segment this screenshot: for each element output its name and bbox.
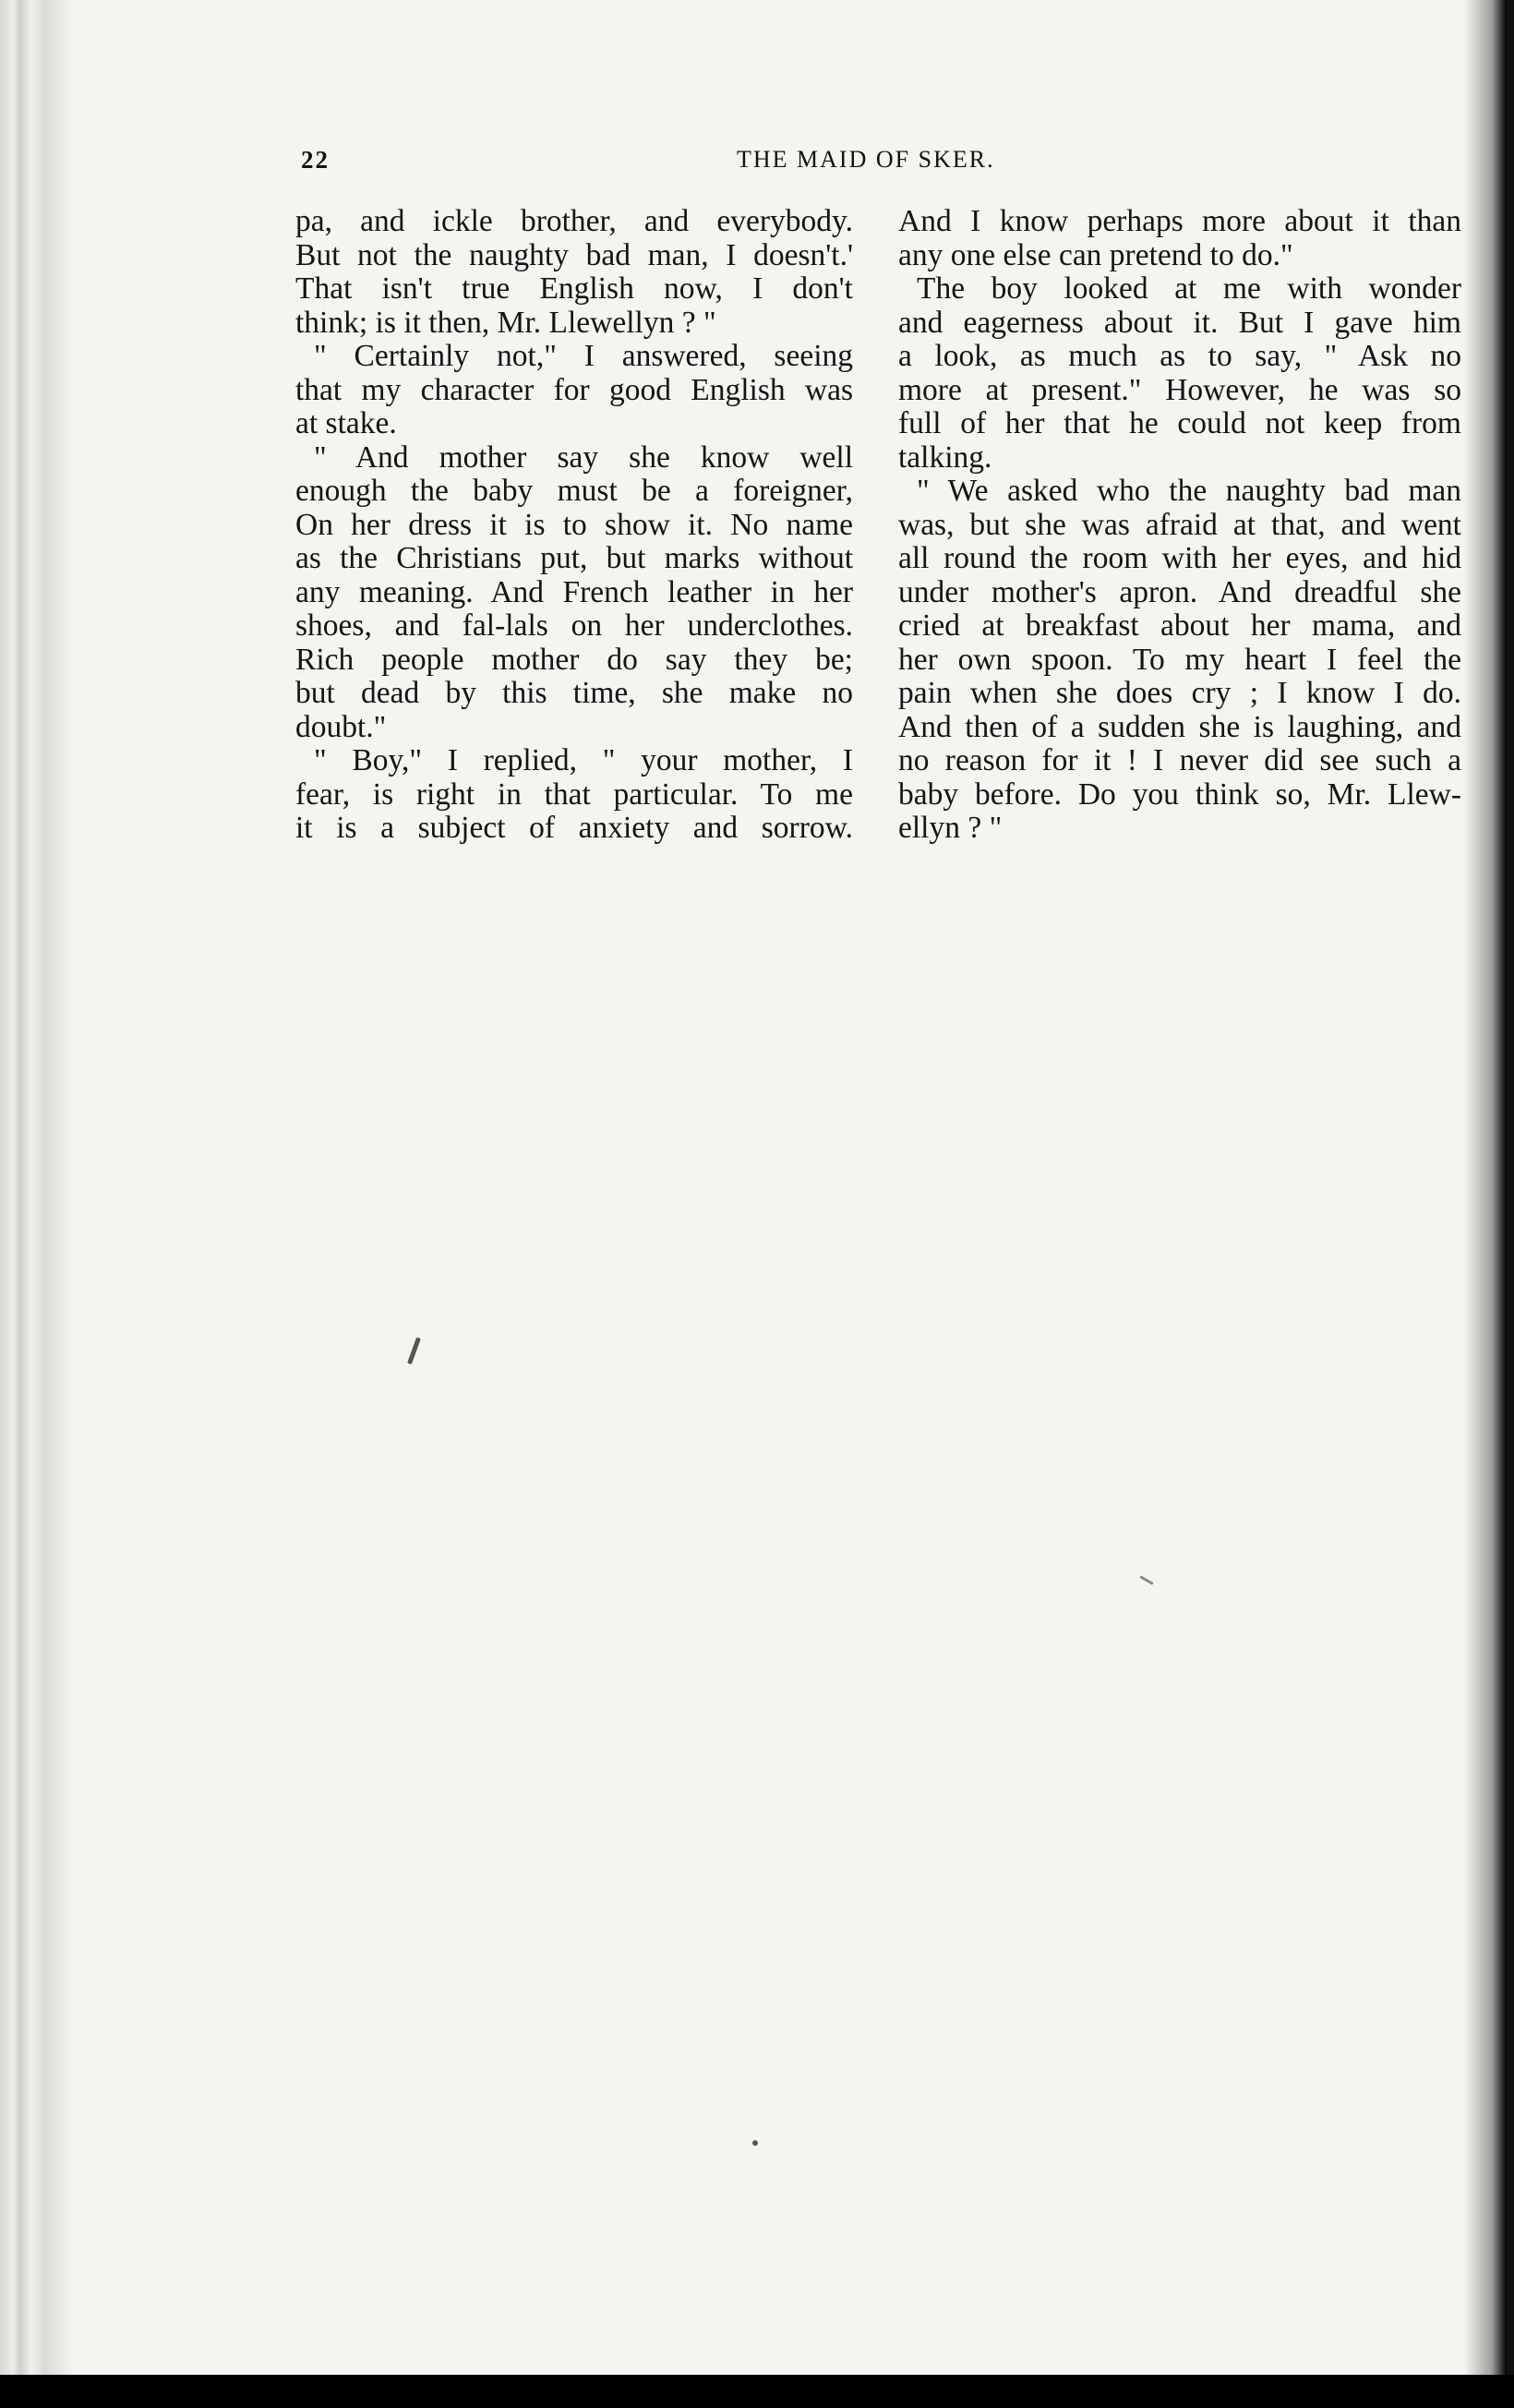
text-line: at stake.: [295, 406, 397, 440]
page-edge-shadow: [0, 0, 74, 2375]
text-line: a look, as much as to say, " Ask no: [898, 339, 1461, 373]
text-line: talking.: [898, 439, 992, 475]
text-line: as the Christians put, but marks without: [295, 541, 853, 575]
text-line: On her dress it is to show it. No name: [295, 507, 853, 542]
right-column: [898, 205, 1461, 846]
text-line: cried at breakfast about her mama, and: [898, 608, 1461, 643]
text-line: But not the naughty bad man, I doesn't.': [295, 237, 853, 272]
text-line: but dead by this time, she make no: [295, 676, 853, 710]
text-line: that my character for good English was: [295, 372, 853, 407]
text-line: any one else can pretend to do.": [898, 237, 1293, 272]
page-header: [301, 146, 1459, 183]
text-line: all round the room with her eyes, and hid: [898, 541, 1461, 575]
text-line: That isn't true English now, I don't: [295, 271, 853, 306]
text-line: " Certainly not," I answered, seeing: [314, 339, 853, 373]
text-line: no reason for it ! I never did see such a: [898, 743, 1461, 777]
text-line: fear, is right in that particular. To me: [295, 777, 853, 812]
text-line: And then of a sudden she is laughing, and: [898, 709, 1461, 744]
text-line: And I know perhaps more about it than: [898, 204, 1461, 238]
text-line: and eagerness about it. But I gave him: [898, 305, 1461, 340]
text-line: pa, and ickle brother, and everybody.: [295, 204, 853, 238]
text-line: think; is it then, Mr. Llewellyn ? ": [295, 305, 716, 340]
text-line: was, but she was afraid at that, and went: [898, 507, 1461, 542]
scan-speck: [752, 2140, 758, 2146]
scan-bottom-border: [0, 2375, 1514, 2408]
left-column: [295, 205, 853, 846]
text-line: doubt.": [295, 709, 387, 744]
text-line: ellyn ? ": [898, 811, 1003, 845]
running-title: THE MAID OF SKER.: [737, 146, 995, 173]
text-line: " Boy," I replied, " your mother, I: [314, 743, 853, 777]
text-line: " We asked who the naughty bad man: [917, 474, 1461, 508]
text-line: shoes, and fal-lals on her underclothes.: [295, 608, 853, 643]
scan-speck: [1139, 1575, 1153, 1585]
text-line: " And mother say she know well: [314, 439, 853, 475]
text-line: full of her that he could not keep from: [898, 406, 1461, 440]
page-right-shadow: [1464, 0, 1507, 2375]
text-line: baby before. Do you think so, Mr. Llew-: [898, 777, 1461, 812]
text-line: it is a subject of anxiety and sorrow.: [295, 811, 853, 845]
text-line: Rich people mother do say they be;: [295, 642, 853, 677]
text-line: The boy looked at me with wonder: [917, 271, 1461, 306]
text-line: any meaning. And French leather in her: [295, 574, 853, 609]
text-line: her own spoon. To my heart I feel the: [898, 642, 1461, 677]
text-line: enough the baby must be a foreigner,: [295, 474, 853, 508]
scan-speck: [407, 1337, 421, 1365]
page-number: 22: [301, 146, 330, 174]
text-line: pain when she does cry ; I know I do.: [898, 676, 1461, 710]
text-line: more at present." However, he was so: [898, 372, 1461, 407]
text-line: under mother's apron. And dreadful she: [898, 574, 1461, 609]
